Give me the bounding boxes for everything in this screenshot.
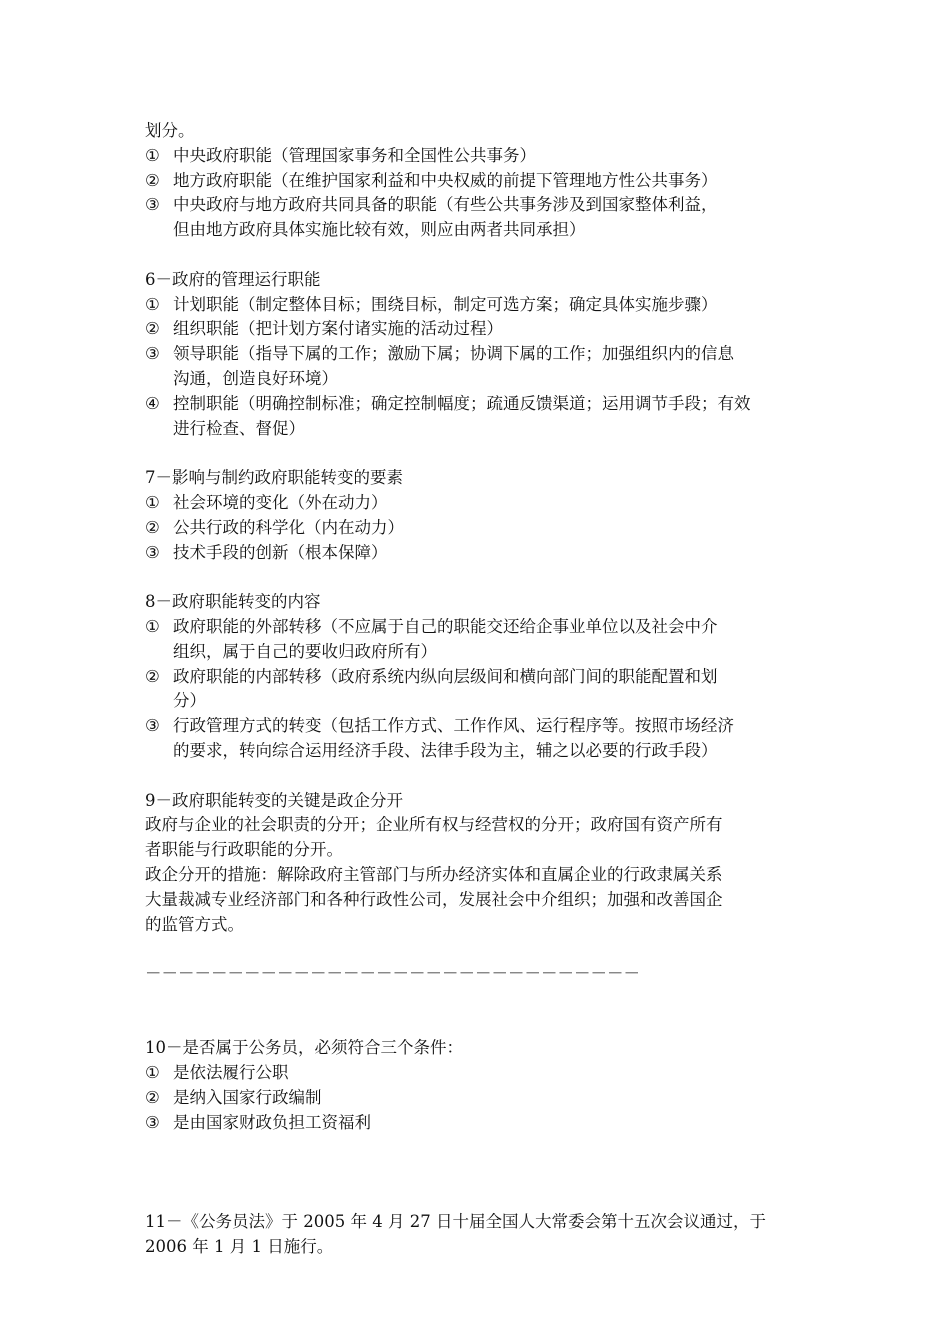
spacer bbox=[145, 1185, 810, 1210]
paragraph-line: 者职能与行政职能的分开。 bbox=[145, 840, 343, 860]
document-page bbox=[145, 119, 810, 1260]
item-number: ③ bbox=[145, 716, 160, 736]
item-text-line: 行政管理方式的转变（包括工作方式、工作作风、运行程序等。按照市场经济 bbox=[173, 716, 734, 736]
item-number: ② bbox=[145, 170, 160, 190]
item-text-line: 分） bbox=[173, 691, 206, 711]
list-item bbox=[145, 293, 810, 318]
item-number: ① bbox=[145, 1063, 160, 1083]
item-text-line: 沟通，创造良好环境） bbox=[173, 368, 338, 388]
item-number: ② bbox=[145, 666, 160, 686]
list-item bbox=[145, 342, 810, 392]
item-text-line: 但由地方政府具体实施比较有效，则应由两者共同承担） bbox=[173, 220, 586, 240]
list-item bbox=[145, 665, 810, 715]
item-number: ② bbox=[145, 319, 160, 339]
paragraph-line: 2006 年 1 月 1 日施行。 bbox=[145, 1236, 334, 1256]
item-text bbox=[173, 714, 810, 764]
item-text-line: 组织，属于自己的要收归政府所有） bbox=[173, 641, 437, 661]
item-number: ④ bbox=[145, 393, 160, 413]
item-number: ① bbox=[145, 492, 160, 512]
item-text bbox=[173, 392, 810, 442]
item-text-line: 进行检查、督促） bbox=[173, 418, 305, 438]
item-text-line: 的要求，转向综合运用经济手段、法律手段为主，辅之以必要的行政手段） bbox=[173, 740, 718, 760]
item-text: 公共行政的科学化（内在动力） bbox=[173, 517, 404, 537]
item-text-line: 控制职能（明确控制标准；确定控制幅度；疏通反馈渠道；运用调节手段；有效 bbox=[173, 393, 751, 413]
item-number: ③ bbox=[145, 1112, 160, 1132]
list-item bbox=[145, 516, 810, 541]
item-text: 技术手段的创新（根本保障） bbox=[173, 542, 388, 562]
item-text-line: 领导职能（指导下属的工作；激励下属；协调下属的工作；加强组织内的信息 bbox=[173, 344, 734, 364]
item-text: 组织职能（把计划方案付诸实施的活动过程） bbox=[173, 319, 503, 339]
section-heading: 7－影响与制约政府职能转变的要素 bbox=[145, 468, 403, 488]
item-number: ③ bbox=[145, 344, 160, 364]
item-number: ① bbox=[145, 616, 160, 636]
list-item bbox=[145, 1111, 810, 1136]
list-item bbox=[145, 193, 810, 243]
item-text-line: 政府职能的内部转移（政府系统内纵向层级间和横向部门间的职能配置和划 bbox=[173, 666, 718, 686]
item-number: ① bbox=[145, 294, 160, 314]
item-text-line: 政府职能的外部转移（不应属于自己的职能交还给企事业单位以及社会中介 bbox=[173, 616, 718, 636]
spacer bbox=[145, 1136, 810, 1186]
item-number: ③ bbox=[145, 195, 160, 215]
item-number: ② bbox=[145, 517, 160, 537]
item-text-line: 中央政府与地方政府共同具备的职能（有些公共事务涉及到国家整体利益， bbox=[173, 195, 718, 215]
paragraph-line: 大量裁减专业经济部门和各种行政性公司，发展社会中介组织；加强和改善国企 bbox=[145, 889, 723, 909]
item-text: 是依法履行公职 bbox=[173, 1063, 289, 1083]
item-number: ① bbox=[145, 145, 160, 165]
item-text: 中央政府职能（管理国家事务和全国性公共事务） bbox=[173, 145, 536, 165]
section-heading: 8－政府职能转变的内容 bbox=[145, 592, 321, 612]
list-item bbox=[145, 1061, 810, 1086]
list-item bbox=[145, 1086, 810, 1111]
list-item bbox=[145, 615, 810, 665]
list-item bbox=[145, 144, 810, 169]
section-heading: 6－政府的管理运行职能 bbox=[145, 269, 321, 289]
paragraph-line: 政企分开的措施：解除政府主管部门与所办经济实体和直属企业的行政隶属关系 bbox=[145, 864, 723, 884]
list-item bbox=[145, 541, 810, 566]
item-text: 是纳入国家行政编制 bbox=[173, 1088, 322, 1108]
spacer bbox=[145, 565, 810, 590]
item-text: 是由国家财政负担工资福利 bbox=[173, 1112, 371, 1132]
spacer bbox=[145, 987, 810, 1037]
spacer bbox=[145, 937, 810, 962]
item-text: 社会环境的变化（外在动力） bbox=[173, 492, 388, 512]
item-text bbox=[173, 615, 810, 665]
item-text: 计划职能（制定整体目标；围绕目标，制定可选方案；确定具体实施步骤） bbox=[173, 294, 718, 314]
item-text: 地方政府职能（在维护国家利益和中央权威的前提下管理地方性公共事务） bbox=[173, 170, 718, 190]
item-text bbox=[173, 342, 810, 392]
intro-lead: 划分。 bbox=[145, 121, 195, 140]
dash-divider: －－－－－－－－－－－－－－－－－－－－－－－－－－－－－－ bbox=[145, 964, 640, 984]
spacer bbox=[145, 764, 810, 789]
item-text bbox=[173, 193, 810, 243]
list-item bbox=[145, 169, 810, 194]
item-number: ③ bbox=[145, 542, 160, 562]
section-heading: 9－政府职能转变的关键是政企分开 bbox=[145, 790, 403, 810]
list-item bbox=[145, 317, 810, 342]
section-heading: 10－是否属于公务员，必须符合三个条件： bbox=[145, 1038, 463, 1058]
paragraph-line: 11－《公务员法》于 2005 年 4 月 27 日十届全国人大常委会第十五次会议通过，于 bbox=[145, 1212, 766, 1232]
paragraph-line: 政府与企业的社会职责的分开；企业所有权与经营权的分开；政府国有资产所有 bbox=[145, 815, 723, 835]
item-number: ② bbox=[145, 1088, 160, 1108]
spacer bbox=[145, 243, 810, 268]
spacer bbox=[145, 441, 810, 466]
list-item bbox=[145, 392, 810, 442]
list-item bbox=[145, 491, 810, 516]
list-item bbox=[145, 714, 810, 764]
item-text bbox=[173, 665, 810, 715]
paragraph-line: 的监管方式。 bbox=[145, 914, 244, 934]
